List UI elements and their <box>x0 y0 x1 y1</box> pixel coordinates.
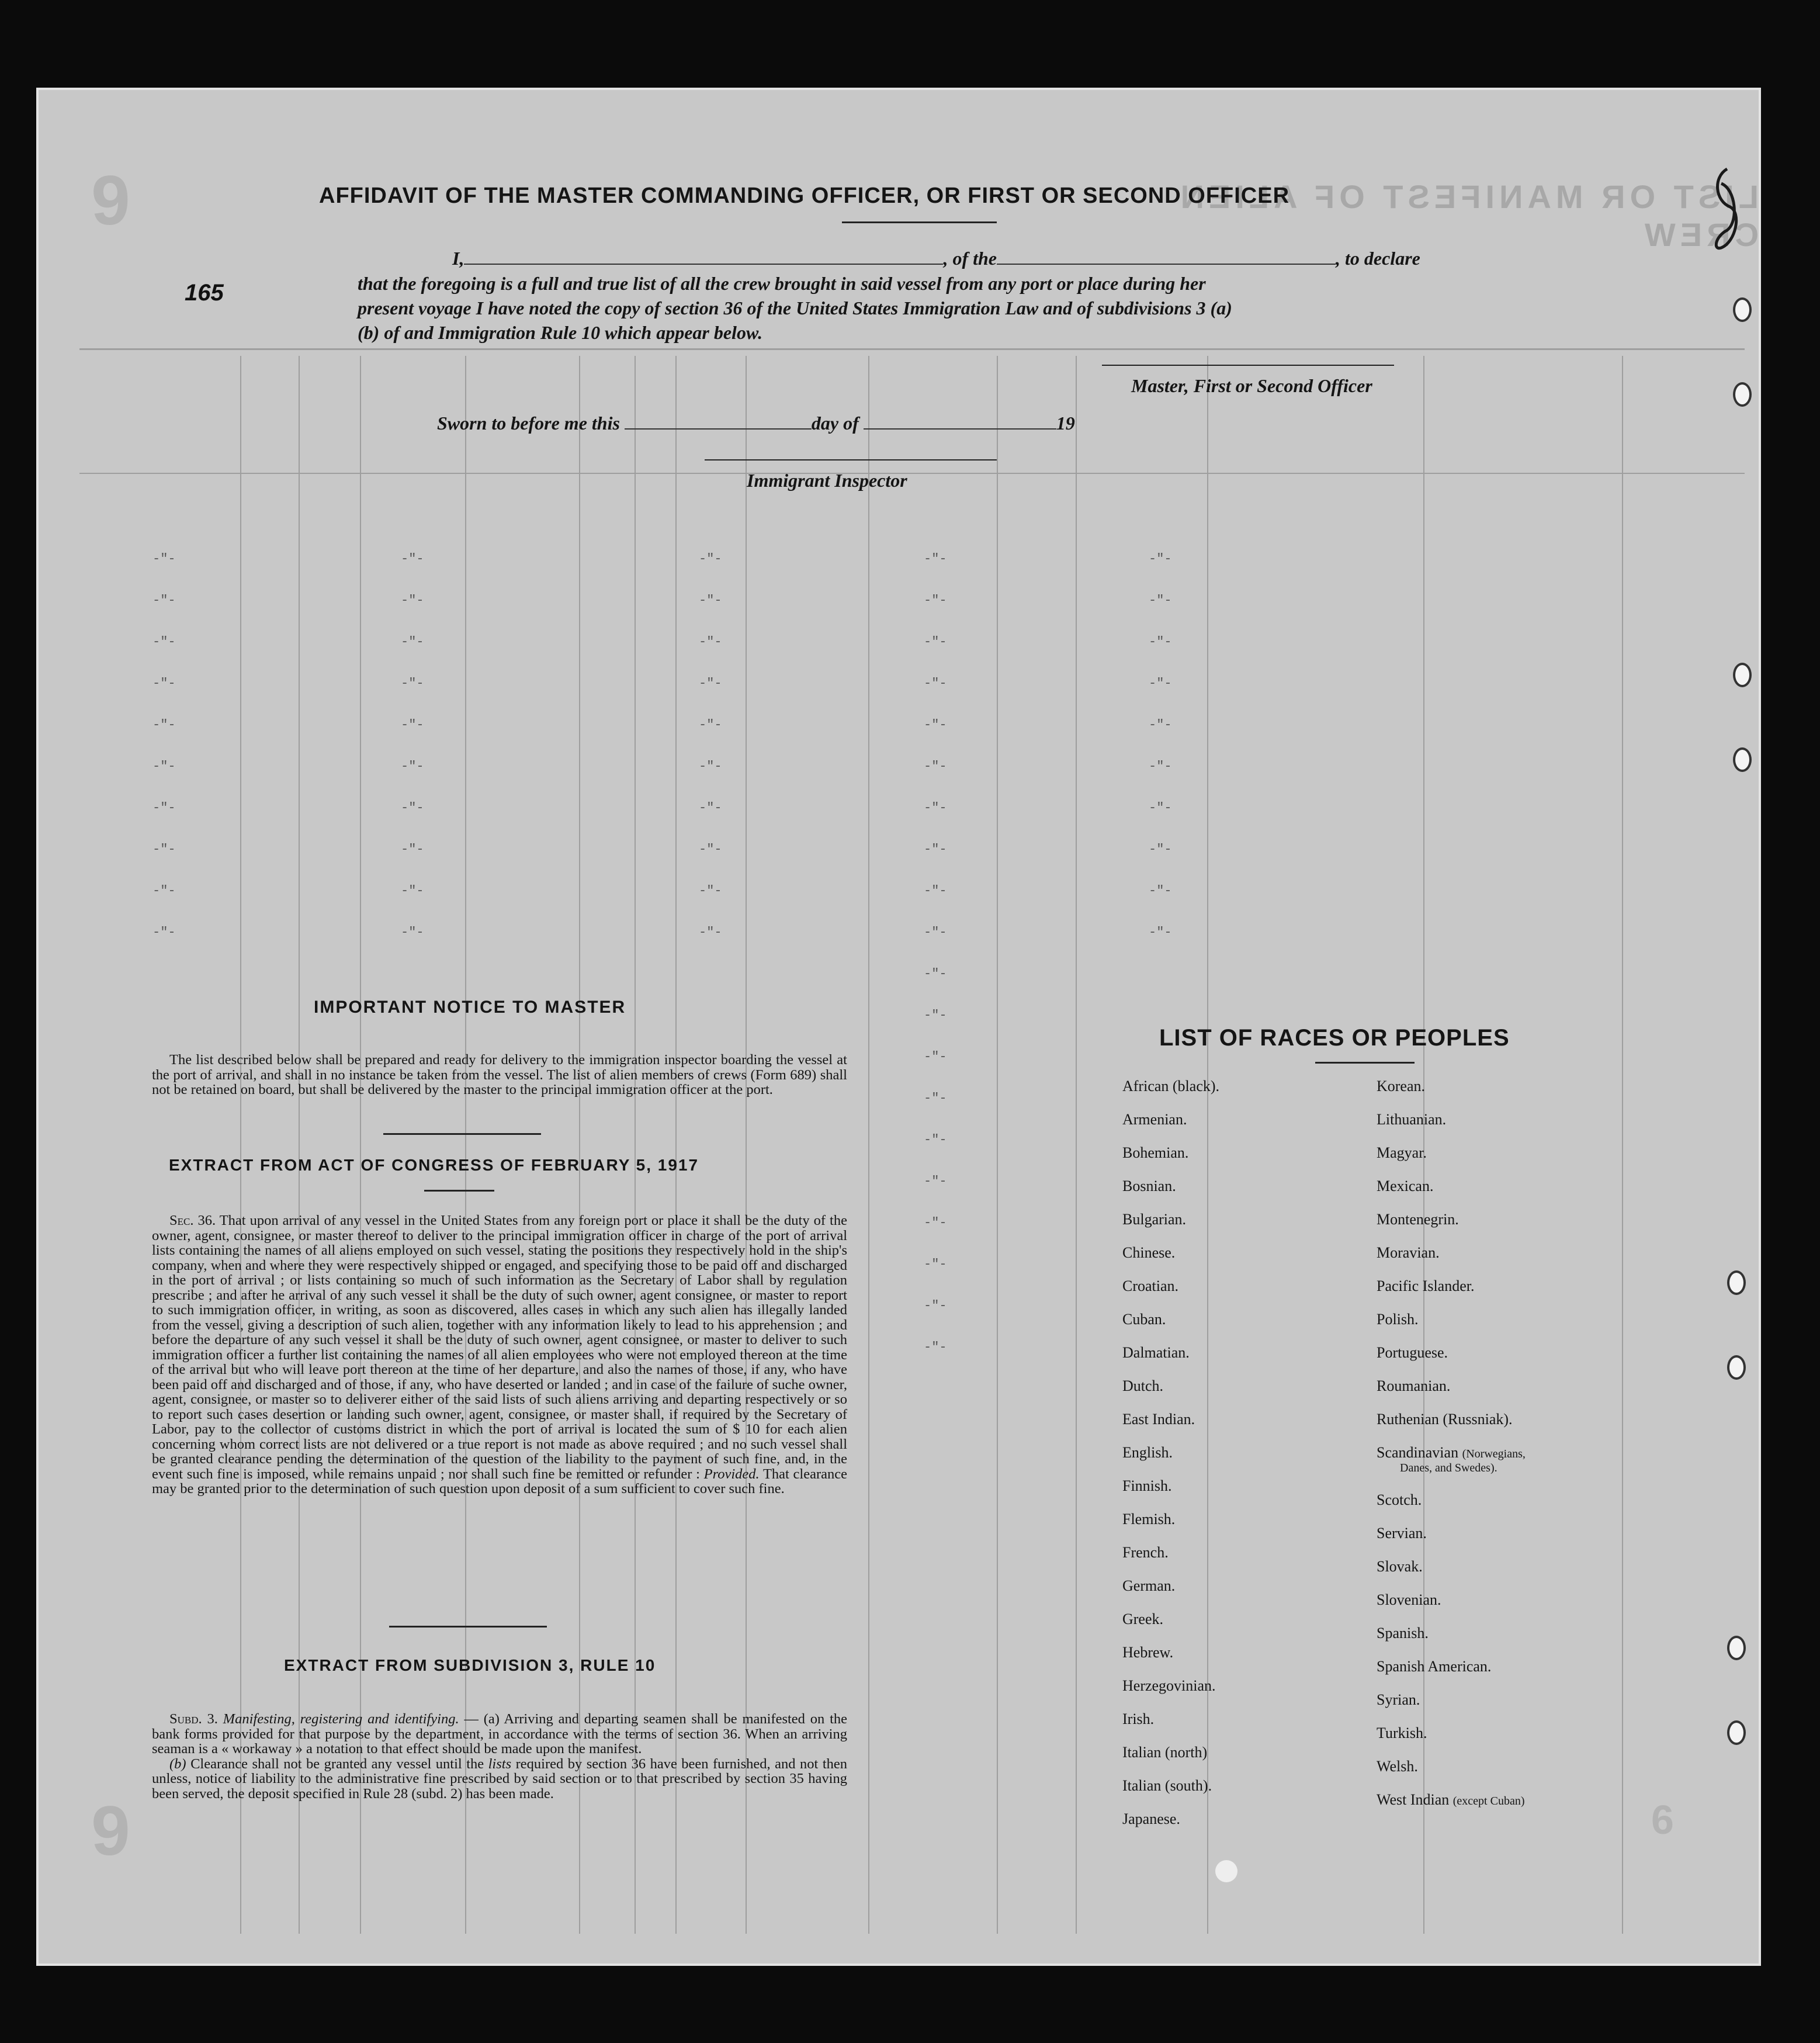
race-left-9: Dalmatian. <box>1122 1344 1190 1361</box>
ditto-column-position: -"- -"- -"- -"- -"- -"- -"- -"- -"- -"- <box>1149 552 1172 940</box>
race-right-8: Polish. <box>1377 1311 1419 1328</box>
race-right-18: Spanish American. <box>1377 1658 1492 1675</box>
ghost-col-8 <box>746 356 747 1934</box>
title-rule <box>842 221 997 223</box>
race-right-22: West Indian (except Cuban) <box>1377 1791 1525 1808</box>
handwritten-mark-icon <box>1710 166 1742 254</box>
race-right-2: Lithuanian. <box>1377 1111 1447 1128</box>
race-left-4: Bosnian. <box>1122 1178 1176 1194</box>
act-extract-rule <box>424 1190 494 1192</box>
race-left-1: African (black). <box>1122 1078 1220 1095</box>
punch-hole-4 <box>1733 747 1752 772</box>
ditto-column-race: -"- -"- -"- -"- -"- -"- -"- -"- -"- -"- <box>152 552 176 940</box>
ditto-column-nationality: -"- -"- -"- -"- -"- -"- -"- -"- -"- -"- <box>401 552 424 940</box>
master-signature-label: Master, First or Second Officer <box>1131 375 1372 396</box>
race-right-21: Welsh. <box>1377 1758 1418 1775</box>
bleed-through-numeral-bottom: 9 <box>91 1792 130 1870</box>
race-right-16: Slovenian. <box>1377 1591 1441 1608</box>
race-right-11: Ruthenian (Russniak). <box>1377 1411 1513 1428</box>
master-signature-line[interactable] <box>1102 365 1394 366</box>
race-right-14: Servian. <box>1377 1525 1427 1542</box>
ghost-col-6 <box>635 356 636 1934</box>
race-left-18: Hebrew. <box>1122 1644 1174 1661</box>
race-right-13: Scotch. <box>1377 1491 1422 1508</box>
races-rule <box>1315 1062 1415 1064</box>
race-right-3: Magyar. <box>1377 1144 1427 1161</box>
affidavit-line-3: present voyage I have noted the copy of section 36 of the United States Immigration Law and of subdivisions 3 (a) <box>358 297 1232 318</box>
ghost-col-3 <box>360 356 361 1934</box>
race-left-23: Japanese. <box>1122 1810 1180 1827</box>
stamp-number: 165 <box>185 280 224 306</box>
race-left-7: Croatian. <box>1122 1277 1179 1294</box>
ghost-col-9 <box>868 356 869 1934</box>
notice-heading: IMPORTANT NOTICE TO MASTER <box>314 998 626 1017</box>
affidavit-line-4: (b) of and Immigration Rule 10 which appear below. <box>358 322 763 343</box>
race-right-12: Scandinavian (Norwegians, <box>1377 1444 1526 1461</box>
scanner-reference-dot <box>1215 1860 1237 1882</box>
punch-hole-6 <box>1727 1355 1746 1380</box>
punch-hole-1 <box>1733 297 1752 322</box>
race-right-12-note: Danes, and Swedes). <box>1400 1462 1497 1474</box>
race-right-7: Pacific Islander. <box>1377 1277 1475 1294</box>
punch-hole-8 <box>1727 1720 1746 1745</box>
sworn-line: Sworn to before me this day of 19 <box>437 413 1075 434</box>
race-left-2: Armenian. <box>1122 1111 1187 1128</box>
race-right-10: Roumanian. <box>1377 1377 1451 1394</box>
race-left-17: Greek. <box>1122 1611 1164 1628</box>
race-left-16: German. <box>1122 1577 1176 1594</box>
race-right-15: Slovak. <box>1377 1558 1423 1575</box>
punch-hole-5 <box>1727 1270 1746 1295</box>
race-right-17: Spanish. <box>1377 1625 1429 1642</box>
inspector-label: Immigrant Inspector <box>747 470 907 491</box>
race-left-21: Italian (north) <box>1122 1744 1208 1761</box>
bleed-through-numeral-bottom-right: 6 <box>1651 1797 1674 1843</box>
race-right-4: Mexican. <box>1377 1178 1434 1194</box>
affidavit-line-1: I, , of the , to declare <box>452 248 1420 269</box>
act-extract-text: Sec. 36. That upon arrival of any vessel in the United States from any foreign port or place it shall be the duty of the owner, agent, consignee, or master thereof to deliver to the principal immigration officer in charge of the port of arrival lists containing the names of all aliens employed on such vessel, stating the positions they respectively hold in the ship's company, when and where they were respectively shipped or engaged, and specifying those to be paid off and discharged in the port of arrival ; or lists containing so much of such information as the Secretary of Labor shall by regulation prescribe ; and after he arrival of any such vessel it shall be the duty of such owner, agent consignee, or master to report to such immigration officer, in writing, as soon as discovered, alles cases in which any such alien has illegally landed from the vessel, giving a description of such alien, together with any information likely to lead to his apprehension ; and before the departure of any such vessel it shall be the duty of such owner, agent consignee, or master to deliver to such immigration officer a further list containing the names of all alien employees who were not employed thereon at the time of the arrival but who will leave port thereon at the time of her departure, and also the names of those, if any, who have been paid off and discharged and of those, if any, who have deserted or landed ; and in case of the failure of suche owner, agent, consignee, or master so to deliverer either of the said lists of such aliens arriving and departing respectively or so to report such cases desertion or landing such owner, agent, consignee, or master shall, if required by the Secretary of Labor, pay to the collector of customs district in which the port of arrival is located the sum of $ 10 for each alien concerning whom correct lists are not delivered or a true report is not made as above required ; and no such vessel shall be granted clearance pending the determination of the question of the liability to the payment of such fine, and, in the event such fine is imposed, while remains unpaid ; nor shall such fine be remitted or refunder : Provided. That clearance may be granted prior to the determination of such question upon deposit of a sum sufficient to cover such fine. <box>152 1213 848 1497</box>
race-left-22: Italian (south). <box>1122 1777 1212 1794</box>
ghost-table-header-line <box>79 473 1745 474</box>
bleed-through-numeral: 9 <box>91 161 130 240</box>
races-heading: LIST OF RACES OR PEOPLES <box>1159 1025 1510 1051</box>
ghost-col-10 <box>997 356 998 1934</box>
race-left-10: Dutch. <box>1122 1377 1164 1394</box>
race-left-13: Finnish. <box>1122 1477 1172 1494</box>
affidavit-line-2: that the foregoing is a full and true list of all the crew brought in said vessel from any port or place during her <box>358 273 1206 294</box>
document-sheet <box>36 88 1761 1966</box>
ditto-column-where: -"- -"- -"- -"- -"- -"- -"- -"- -"- -"- -"- -"- -"- -"- -"- -"- -"- -"- -"- -"- <box>924 552 947 1355</box>
punch-hole-2 <box>1733 382 1752 407</box>
race-left-19: Herzegovinian. <box>1122 1677 1216 1694</box>
ghost-col-12 <box>1207 356 1208 1934</box>
rule-extract-text: Subd. 3. Manifesting, registering and identifying. — (a) Arriving and departing seamen shall be manifested on the bank forms provided for that purpose by the department, in accordance with the terms of section 36. When an arriving seaman is a « workaway » a notation to that effect should be made upon the manifest. (b) Clearance shall not be granted any vessel until the lists required by section 36 have been furnished, and not then unless, notice of liability to the administrative fine prescribed by said section or to that prescribed by section 35 having been served, the deposit specified in Rule 28 (subd. 2) has been made. <box>152 1711 847 1802</box>
bleed-through-title: LIST OR MANIFEST OF ALIEN CREW <box>1176 178 1759 253</box>
ghost-col-2 <box>299 356 300 1934</box>
ghost-table-top-line <box>79 348 1745 350</box>
affidavit-title: AFFIDAVIT OF THE MASTER COMMANDING OFFICER, OR FIRST OR SECOND OFFICER <box>319 183 1290 208</box>
act-extract-heading: EXTRACT FROM ACT OF CONGRESS OF FEBRUARY 5, 1917 <box>169 1156 699 1174</box>
notice-text: The list described below shall be prepared and ready for delivery to the immigration inspector boarding the vessel at the port of arrival, and shall in no instance be taken from the vessel. The list of alien members of crews (Form 689) shall not be retained on board, but shall be delivered by the master to the principal immigration officer at the port. <box>152 1052 847 1097</box>
race-left-8: Cuban. <box>1122 1311 1166 1328</box>
race-left-6: Chinese. <box>1122 1244 1176 1261</box>
ghost-col-11 <box>1076 356 1077 1934</box>
ghost-col-5 <box>579 356 580 1934</box>
race-left-14: Flemish. <box>1122 1511 1176 1528</box>
race-left-3: Bohemian. <box>1122 1144 1189 1161</box>
race-left-12: English. <box>1122 1444 1173 1461</box>
race-right-5: Montenegrin. <box>1377 1211 1459 1228</box>
race-left-15: French. <box>1122 1544 1169 1561</box>
rule-extract-heading: EXTRACT FROM SUBDIVISION 3, RULE 10 <box>284 1656 656 1674</box>
ghost-col-1 <box>240 356 241 1934</box>
race-right-1: Korean. <box>1377 1078 1426 1095</box>
ditto-column-shipped: -"- -"- -"- -"- -"- -"- -"- -"- -"- -"- <box>699 552 722 940</box>
ghost-col-7 <box>675 356 677 1934</box>
race-left-5: Bulgarian. <box>1122 1211 1187 1228</box>
race-right-9: Portuguese. <box>1377 1344 1448 1361</box>
punch-hole-3 <box>1733 663 1752 687</box>
race-right-6: Moravian. <box>1377 1244 1440 1261</box>
act-extract-end-rule <box>389 1626 547 1628</box>
race-right-19: Syrian. <box>1377 1691 1420 1708</box>
ghost-col-14 <box>1622 356 1623 1934</box>
race-right-20: Turkish. <box>1377 1725 1427 1741</box>
punch-hole-7 <box>1727 1636 1746 1660</box>
notice-rule <box>383 1133 541 1135</box>
race-left-11: East Indian. <box>1122 1411 1195 1428</box>
ghost-col-4 <box>465 356 466 1934</box>
race-left-20: Irish. <box>1122 1710 1155 1727</box>
inspector-signature-line[interactable] <box>705 459 997 460</box>
